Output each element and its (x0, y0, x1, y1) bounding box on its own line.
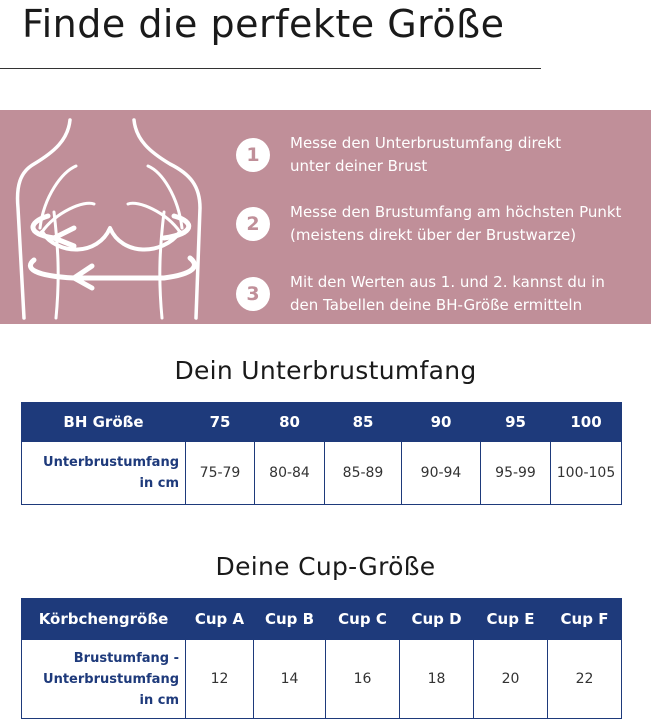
cup-size-table (21, 598, 622, 719)
cup-header: Cup A (186, 599, 254, 640)
cup-size-section-title: Deine Cup-Größe (215, 552, 436, 581)
range-cell: 90-94 (402, 442, 481, 505)
step-number-badge: 2 (236, 207, 270, 241)
row-label: Unterbrustumfang in cm (22, 442, 186, 505)
difference-cell: 14 (254, 640, 326, 719)
step-text: Mit den Werten aus 1. und 2. kannst du in den Tabellen deine BH-Größe ermitteln (290, 273, 605, 314)
torso-measuring-illustration-icon (14, 116, 220, 322)
step-1 (236, 132, 640, 178)
size-header: 80 (255, 403, 325, 442)
size-header: 75 (186, 403, 255, 442)
difference-cell: 12 (186, 640, 254, 719)
table-row (22, 442, 622, 505)
step-number-badge: 3 (236, 277, 270, 311)
step-2 (236, 201, 640, 247)
step-text: Messe den Unterbrustumfang direkt unter deiner Brust (290, 134, 562, 175)
size-header: 85 (325, 403, 402, 442)
cup-header: Cup F (548, 599, 622, 640)
range-cell: 85-89 (325, 442, 402, 505)
table-row (22, 640, 622, 719)
range-cell: 100-105 (551, 442, 622, 505)
title-divider (0, 68, 541, 69)
cup-header: Cup C (326, 599, 400, 640)
cup-header: Cup D (400, 599, 474, 640)
table-header-row (22, 599, 622, 640)
row-label: Brustumfang - Unterbrustumfang in cm (22, 640, 186, 719)
range-cell: 80-84 (255, 442, 325, 505)
cup-header: Cup E (474, 599, 548, 640)
page-title: Finde die perfekte Größe (22, 2, 505, 46)
header-label: Körbchengröße (22, 599, 186, 640)
range-cell: 75-79 (186, 442, 255, 505)
header-label: BH Größe (22, 403, 186, 442)
table-header-row (22, 403, 622, 442)
size-header: 90 (402, 403, 481, 442)
measurement-instructions-banner (0, 110, 651, 324)
difference-cell: 20 (474, 640, 548, 719)
band-size-table (21, 402, 622, 505)
size-header: 100 (551, 403, 622, 442)
difference-cell: 18 (400, 640, 474, 719)
range-cell: 95-99 (481, 442, 551, 505)
difference-cell: 22 (548, 640, 622, 719)
size-header: 95 (481, 403, 551, 442)
band-size-section-title: Dein Unterbrustumfang (174, 356, 477, 385)
step-number-badge: 1 (236, 138, 270, 172)
step-text: Messe den Brustumfang am höchsten Punkt (meistens direkt über der Brustwarze) (290, 203, 622, 244)
difference-cell: 16 (326, 640, 400, 719)
step-3 (236, 271, 640, 317)
cup-header: Cup B (254, 599, 326, 640)
